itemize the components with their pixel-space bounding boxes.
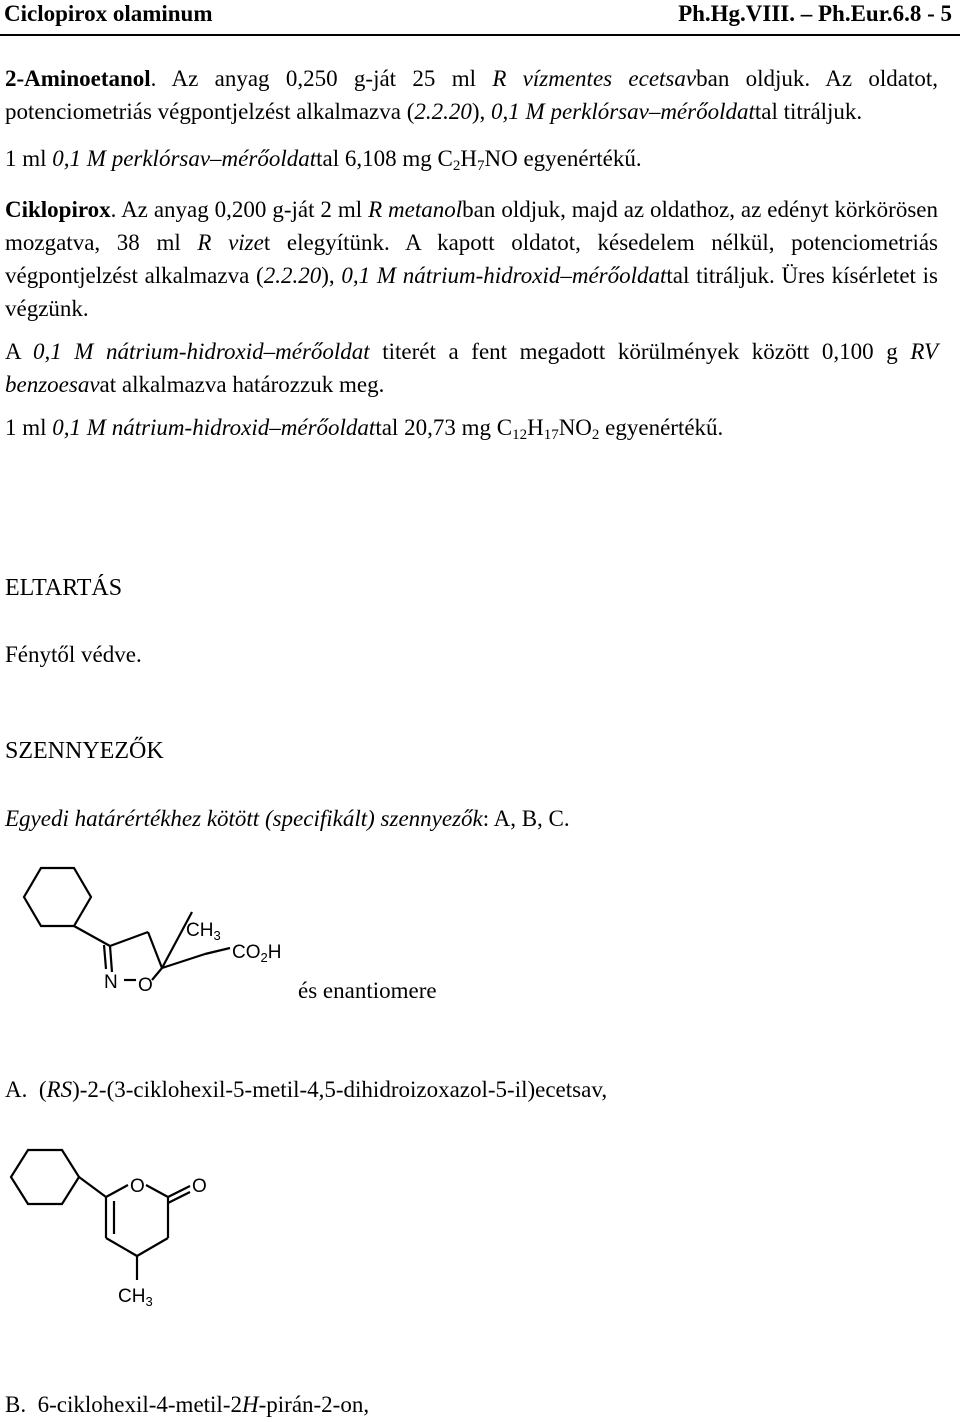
ring-oxygen-label: O: [130, 1176, 145, 1197]
carboxyl-label: $CO_2H$: [232, 942, 282, 965]
running-header: [0, 0, 960, 34]
method-reference: 2.2.20: [263, 263, 322, 288]
nitrogen-label: N: [104, 972, 118, 993]
text-run: (: [38, 1077, 47, 1102]
reagent-name: R vízmentes ecetsav: [492, 66, 697, 91]
text-run: 1 ml: [5, 146, 53, 171]
text-run: titerét a fent megadott körülmények között 0,100 g: [369, 339, 911, 364]
text-run: tal 6,108 mg C: [316, 146, 453, 171]
text-run: NO: [558, 415, 592, 440]
titrant-name: 0,1 M perklórsav–mérőoldat: [52, 146, 317, 171]
impurities-heading: SZENNYEZŐK: [5, 738, 164, 764]
text-run: ban oldjuk. Az oldatot, potenciometriás végpontjelzést alkalmazva (: [5, 66, 938, 124]
reagent-name: R vize: [197, 230, 264, 255]
impurity-b-letter: B.: [5, 1392, 27, 1417]
impurity-b-name: [5, 1392, 369, 1418]
header-edition: Ph.Hg.VIII. – Ph.Eur.6.8 - 5: [678, 1, 952, 26]
subscript: 17: [543, 427, 559, 443]
impurity-b-structure: [0, 1130, 260, 1330]
impurity-a-structure-drawing: [0, 850, 300, 1010]
ciklopirox-paragraph: [5, 193, 938, 325]
subscript: 2: [452, 158, 461, 174]
titer-paragraph: [5, 335, 938, 401]
text-run: tal titráljuk.: [754, 99, 863, 124]
impurity-a-letter: A.: [5, 1077, 28, 1102]
cyclohexane-ring: [11, 1150, 79, 1204]
titrant-name: 0,1 M nátrium-hidroxid–mérőoldat: [52, 415, 376, 440]
indicated-hydrogen: H: [241, 1392, 259, 1417]
impurity-a-name: [5, 1077, 607, 1103]
header-monograph-title: Ciclopirox olaminum: [4, 1, 213, 26]
subscript: 12: [512, 427, 528, 443]
text-run: ),: [471, 99, 492, 124]
reagent-name: RV benzoesav: [5, 339, 938, 397]
reagent-name: R metanol: [368, 197, 463, 222]
impurity-a-structure: [0, 850, 300, 1010]
impurities-intro: [5, 806, 570, 832]
method-reference: 2.2.20: [414, 99, 472, 124]
aminoetanol-paragraph: [5, 62, 938, 128]
storage-heading: ELTARTÁS: [5, 575, 123, 601]
text-run: A: [5, 339, 33, 364]
cyclohexane-ring: [24, 868, 91, 926]
text-run: H: [460, 146, 477, 171]
impurities-list: : A, B, C.: [482, 806, 570, 831]
text-run: at alkalmazva határozzuk meg.: [99, 372, 385, 397]
impurities-intro-italic: Egyedi határértékhez kötött (specifikált) szennyezők: [5, 806, 483, 831]
text-run: )-2-(3-ciklohexil-5-metil-4,5-dihidroizoxazol-5-il)ecetsav,: [72, 1077, 608, 1102]
text-run: . Az anyag 0,250 g-ját 25 ml: [150, 66, 493, 91]
text-run: egyenértékű.: [599, 415, 724, 440]
text-run: 6-ciklohexil-4-metil-2: [37, 1392, 242, 1417]
methyl-label: $CH_3$: [118, 1286, 153, 1309]
equivalence-statement-1: [5, 142, 938, 175]
text-run: ),: [321, 263, 342, 288]
text-run: NO egyenértékű.: [484, 146, 642, 171]
oxygen-label: O: [138, 975, 153, 996]
page-body: [5, 62, 938, 444]
stereo-descriptor: RS: [46, 1077, 73, 1102]
titrant-name: 0,1 M perklórsav–mérőoldat: [491, 99, 755, 124]
storage-text: Fénytől védve.: [5, 642, 142, 667]
text-run: H: [527, 415, 544, 440]
methyl-label: $CH_3$: [186, 920, 221, 943]
header-divider: [0, 34, 960, 36]
impurity-a-enantiomer-note: és enantiomere: [298, 978, 437, 1003]
aminoetanol-label: 2-Aminoetanol: [5, 66, 151, 91]
impurity-b-structure-drawing: [0, 1130, 260, 1330]
carbonyl-oxygen-label: O: [192, 1176, 207, 1197]
equivalence-statement-2: [5, 411, 938, 444]
titrant-name: 0,1 M nátrium-hidroxid–mérőoldat: [32, 339, 370, 364]
text-run: ban oldjuk, majd az oldathoz, az edényt körkörösen mozgatva, 38 ml: [5, 197, 938, 255]
ciklopirox-label: Ciklopirox: [5, 197, 111, 222]
text-run: t elegyítünk. A kapott oldatot, késedelem nélkül, potenciometriás végpontjelzést alkalmazva (: [5, 230, 939, 288]
subscript: 2: [591, 427, 600, 443]
subscript: 7: [476, 158, 485, 174]
text-run: tal titráljuk. Üres kísérletet is végzünk.: [5, 263, 939, 321]
text-run: . Az anyag 0,200 g-ját 2 ml: [110, 197, 369, 222]
text-run: 1 ml: [5, 415, 53, 440]
titrant-name: 0,1 M nátrium-hidroxid–mérőoldat: [341, 263, 667, 288]
text-run: -pirán-2-on,: [258, 1392, 370, 1417]
text-run: tal 20,73 mg C: [375, 415, 513, 440]
